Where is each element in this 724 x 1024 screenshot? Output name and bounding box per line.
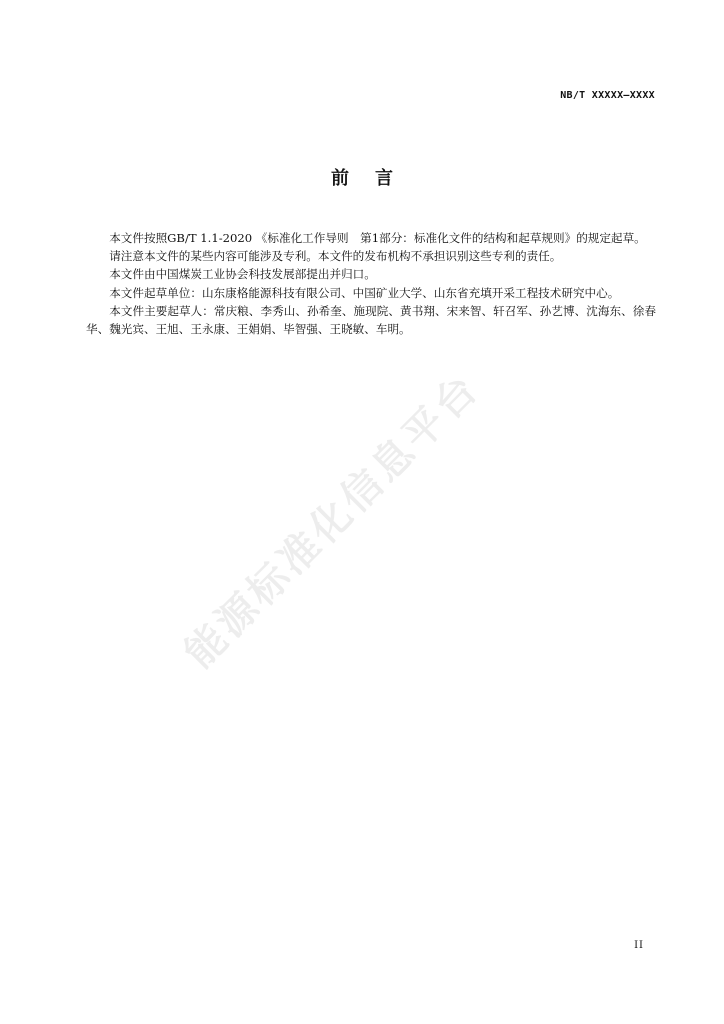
foreword-body <box>86 229 656 338</box>
document-code: NB/T XXXXX—XXXX <box>560 90 655 101</box>
paragraph-patent-notice: 请注意本文件的某些内容可能涉及专利。本文件的发布机构不承担识别这些专利的责任。 <box>109 249 562 264</box>
paragraph-proposer: 本文件由中国煤炭工业协会科技发展部提出并归口。 <box>109 267 376 282</box>
page-number: II <box>634 940 644 951</box>
paragraph-drafters: 本文件主要起草人：常庆粮、李秀山、孙希奎、施现院、黄书翔、宋来智、轩召军、孙艺博、沈海东、徐春华、魏光宾、王旭、王永康、王娟娟、毕智强、王晓敏、车明。 <box>86 303 656 337</box>
paragraph-drafting-rules: 本文件按照GB/T 1.1-2020 《标准化工作导则 第1部分：标准化文件的结构和起草规则》的规定起草。 <box>109 231 646 245</box>
paragraph-drafting-units: 本文件起草单位：山东康格能源科技有限公司、中国矿业大学、山东省充填开采工程技术研究中心。 <box>109 285 620 300</box>
watermark: 能源标准化信息平台 <box>176 364 489 678</box>
page-title: 前言 <box>331 168 419 189</box>
